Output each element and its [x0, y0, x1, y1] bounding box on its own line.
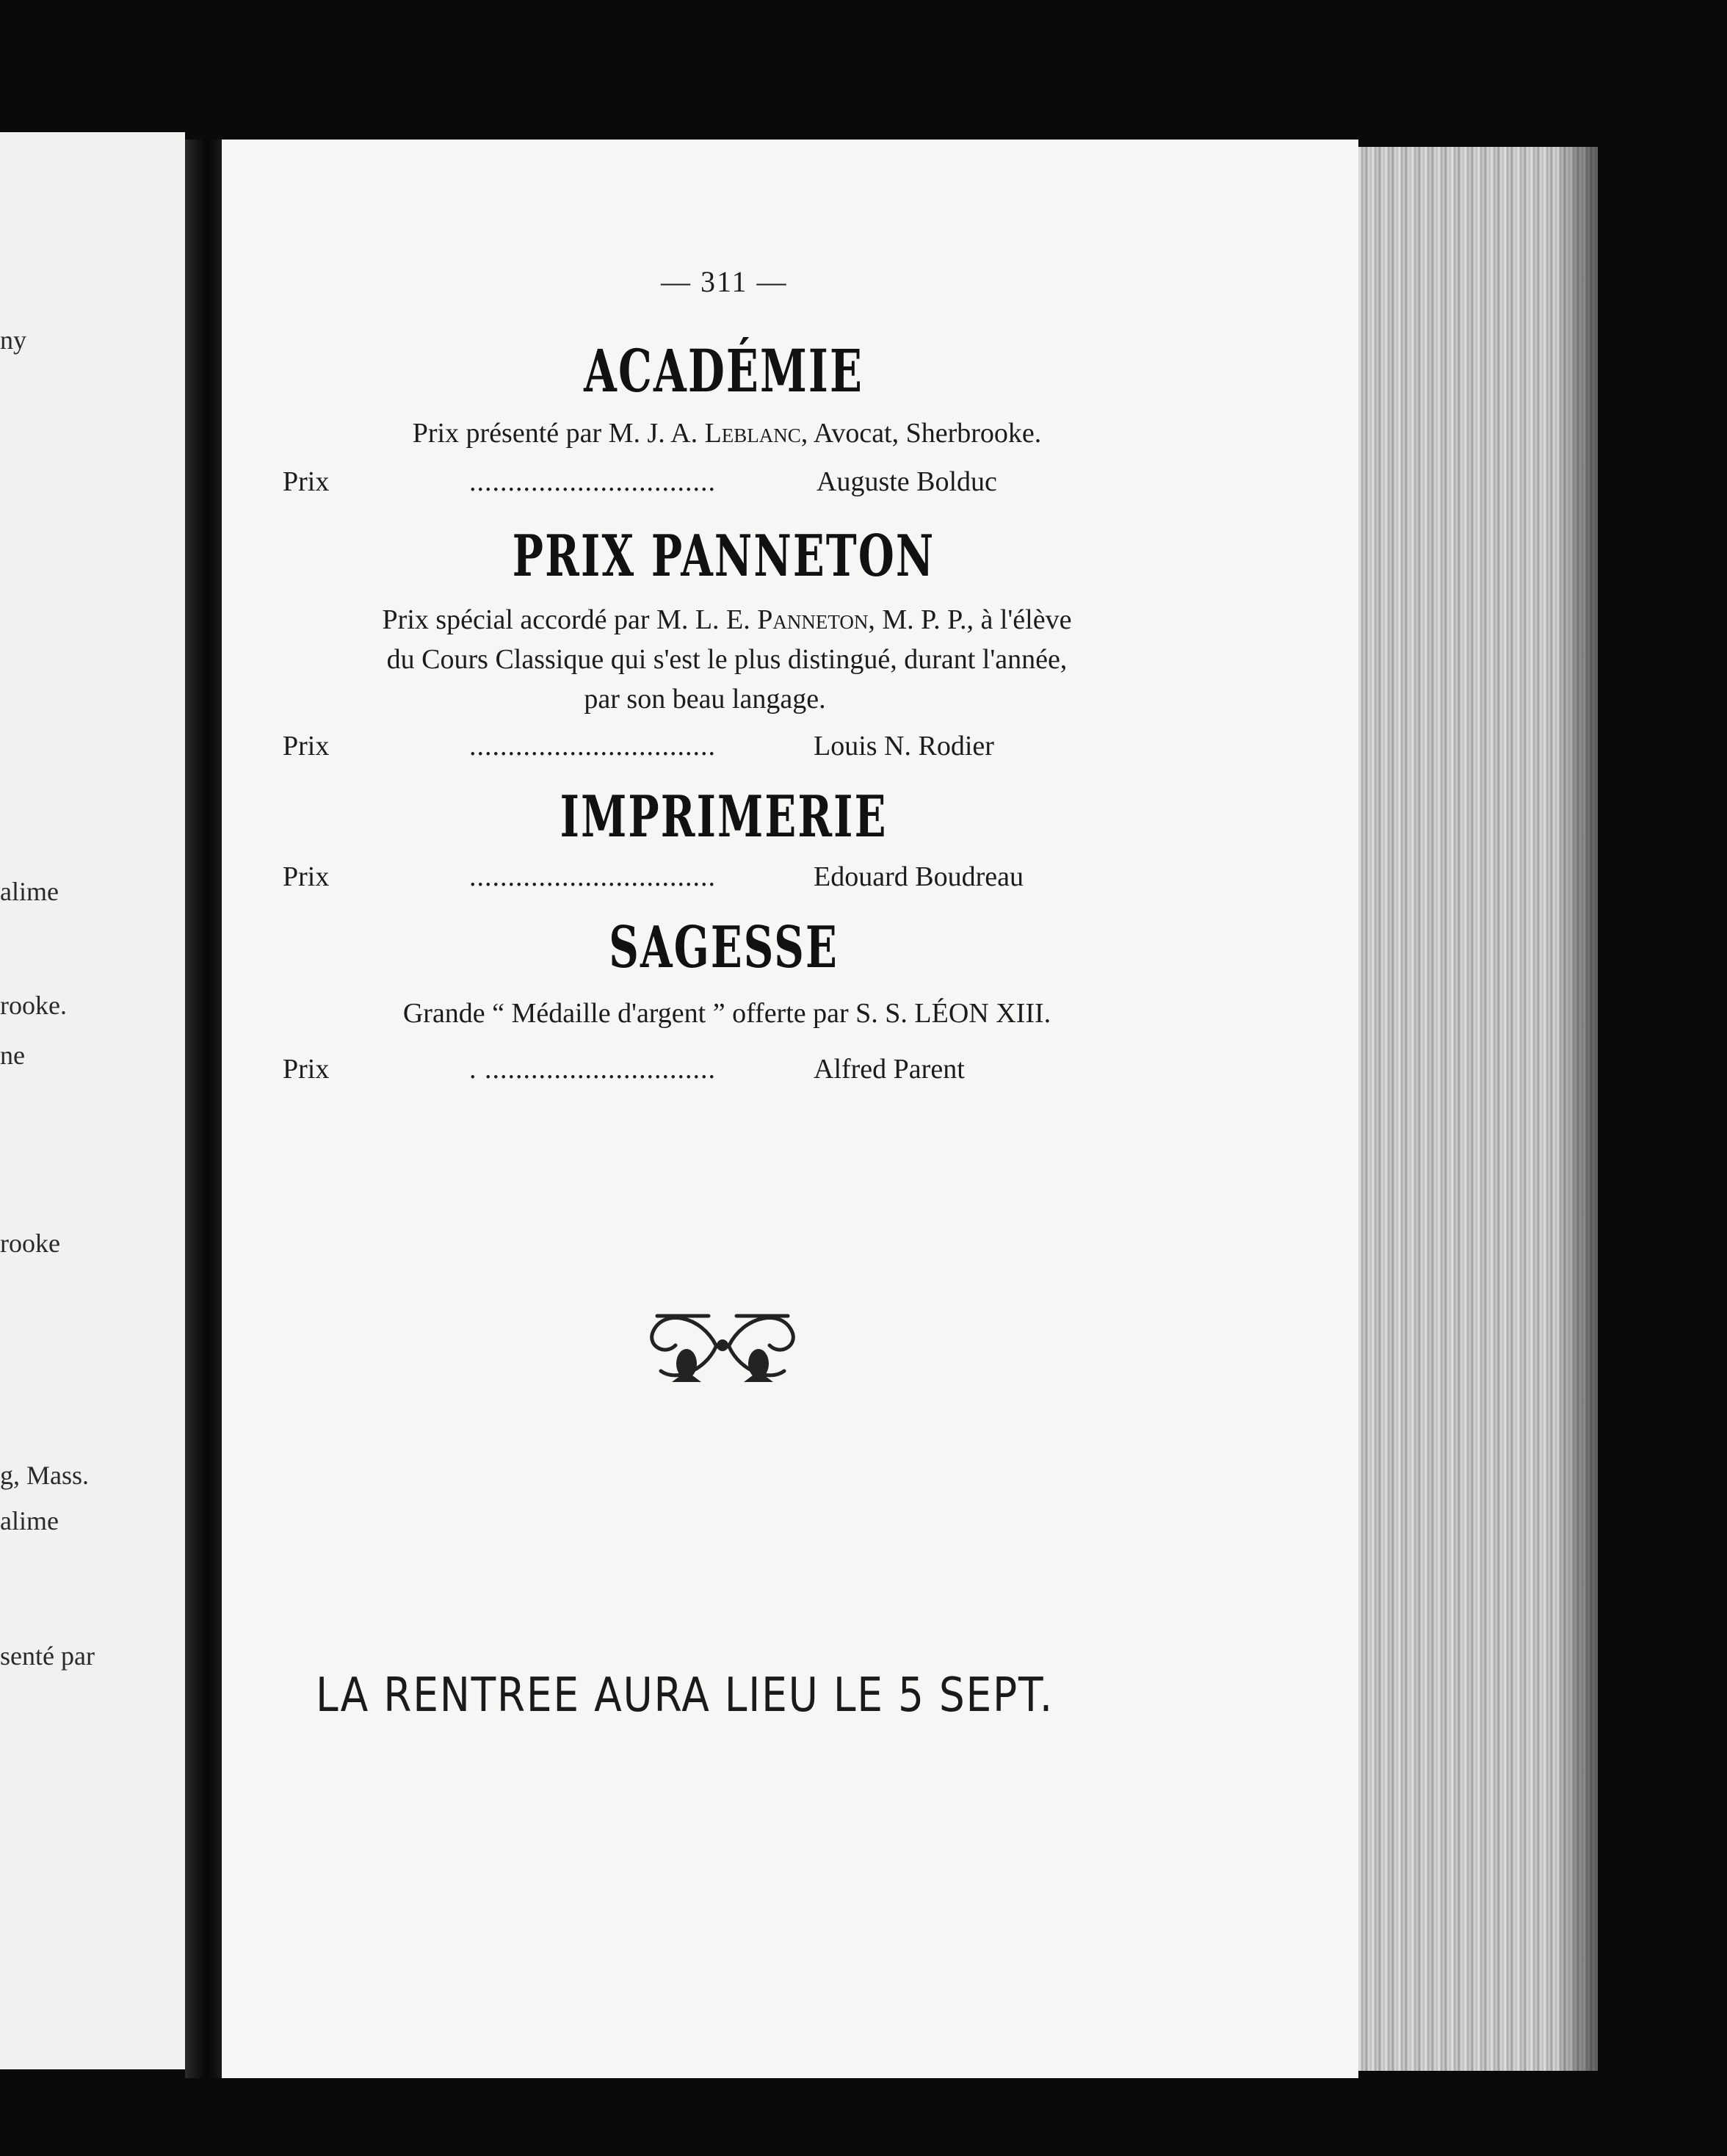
- section-heading-imprimerie: IMPRIMERIE: [560, 784, 888, 850]
- page-number: — 311 —: [661, 265, 788, 298]
- prize-label: Prix: [283, 731, 330, 762]
- prize-label: Prix: [283, 1054, 330, 1085]
- left-fragment: ny: [0, 325, 26, 355]
- panneton-description-line: du Cours Classique qui s'est le plus distingué, durant l'année,: [386, 644, 1068, 675]
- prize-label: Prix: [283, 861, 330, 892]
- leader-dots: . ..............................: [469, 1054, 716, 1085]
- left-fragment: ne: [0, 1041, 25, 1070]
- left-fragment: rooke.: [0, 991, 67, 1020]
- left-fragment: senté par: [0, 1641, 95, 1671]
- leader-dots: ................................: [469, 466, 716, 497]
- academie-description: Prix présenté par M. J. A. Leblanc, Avocat, Sherbrooke.: [412, 418, 1042, 449]
- left-fragment: rooke: [0, 1229, 60, 1258]
- left-fragment: alime: [0, 1506, 59, 1535]
- section-heading-sagesse: SAGESSE: [609, 914, 839, 981]
- leader-dots: ................................: [469, 731, 716, 762]
- leader-dots: ................................: [469, 861, 716, 892]
- left-fragment: alime: [0, 877, 59, 906]
- panneton-description-line: par son beau langage.: [584, 684, 826, 715]
- floral-ornament-icon: [642, 1301, 803, 1389]
- prize-winner: Edouard Boudreau: [814, 861, 1024, 892]
- panneton-description-line: Prix spécial accordé par M. L. E. Panneton, M. P. P., à l'élève: [382, 604, 1072, 635]
- prize-label: Prix: [283, 466, 330, 497]
- sagesse-description: Grande “ Médaille d'argent ” offerte par S. S. LÉON XIII.: [402, 998, 1051, 1029]
- left-fragment: g, Mass.: [0, 1461, 90, 1490]
- prize-winner: Louis N. Rodier: [814, 731, 994, 762]
- section-heading-academie: ACADÉMIE: [584, 336, 864, 405]
- prize-winner: Alfred Parent: [814, 1054, 965, 1085]
- prize-winner: Auguste Bolduc: [817, 466, 997, 497]
- closing-announcement: LA RENTREE AURA LIEU LE 5 SEPT.: [316, 1668, 1054, 1723]
- section-heading-panneton: PRIX PANNETON: [512, 523, 935, 590]
